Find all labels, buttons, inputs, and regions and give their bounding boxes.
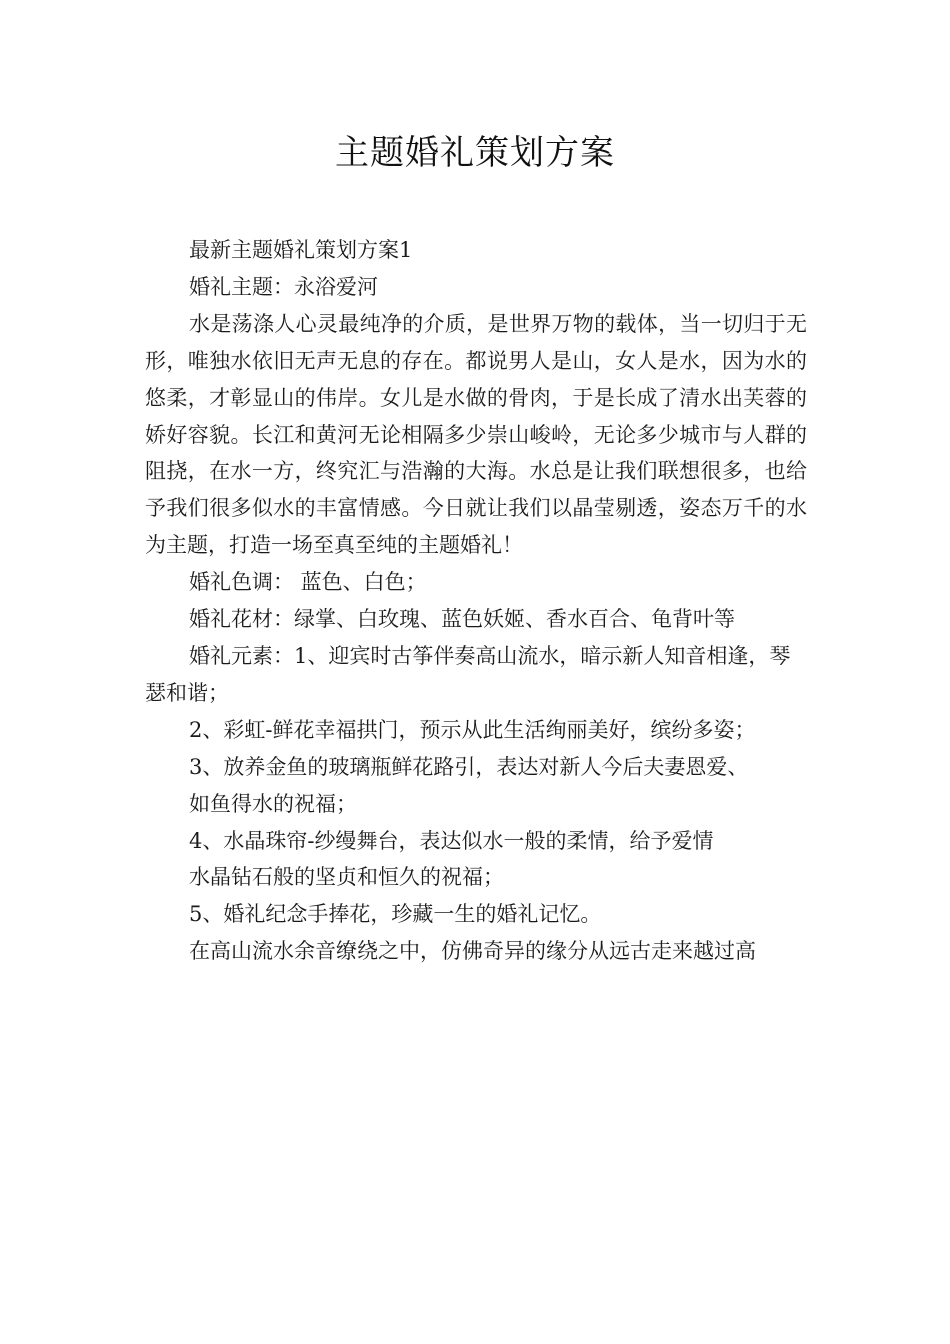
- paragraph-water-intro: 水是荡涤人心灵最纯净的介质，是世界万物的载体，当一切归于无形，唯独水依旧无声无息的存在。都说男人是山，女人是水，因为水的悠柔，才彰显山的伟岸。女儿是水做的骨肉，于是长成了清水出芙蓉的娇好容貌。长江和黄河无论相隔多少崇山峻岭，无论多少城市与人群的阻挠，在水一方，终究汇与浩瀚的大海。水总是让我们联想很多，也给予我们很多似水的丰富情感。今日就让我们以晶莹剔透，姿态万千的水为主题，打造一场至真至纯的主题婚礼！: [145, 311, 807, 558]
- paragraph-flowers: 婚礼花材：绿掌、白玫瑰、蓝色妖姬、香水百合、龟背叶等: [189, 607, 735, 632]
- document-title: 主题婚礼策划方案: [335, 133, 615, 173]
- paragraph-elements-4-cont: 水晶钻石般的坚贞和恒久的祝福；: [189, 865, 504, 890]
- paragraph-colors: 婚礼色调： 蓝色、白色；: [189, 570, 427, 595]
- paragraph-theme: 婚礼主题：永浴爱河: [189, 274, 378, 299]
- paragraph-closing: 在高山流水余音缭绕之中，仿佛奇异的缘分从远古走来越过高: [189, 939, 756, 964]
- paragraph-elements-2: 2、彩虹-鲜花幸福拱门，预示从此生活绚丽美好，缤纷多姿；: [189, 717, 756, 742]
- document-body: [145, 232, 807, 970]
- paragraph-elements-4: 4、水晶珠帘-纱缦舞台，表达似水一般的柔情，给予爱情: [189, 828, 714, 853]
- paragraph-subtitle: 最新主题婚礼策划方案1: [189, 238, 413, 262]
- paragraph-elements-1: 婚礼元素：1、迎宾时古筝伴奏高山流水，暗示新人知音相逢，琴瑟和谐；: [145, 643, 791, 705]
- paragraph-elements-5: 5、婚礼纪念手捧花，珍藏一生的婚礼记忆。: [189, 902, 602, 927]
- paragraph-elements-3: 3、放养金鱼的玻璃瓶鲜花路引，表达对新人今后夫妻恩爱、: [189, 754, 749, 779]
- paragraph-elements-3-cont: 如鱼得水的祝福；: [189, 791, 357, 816]
